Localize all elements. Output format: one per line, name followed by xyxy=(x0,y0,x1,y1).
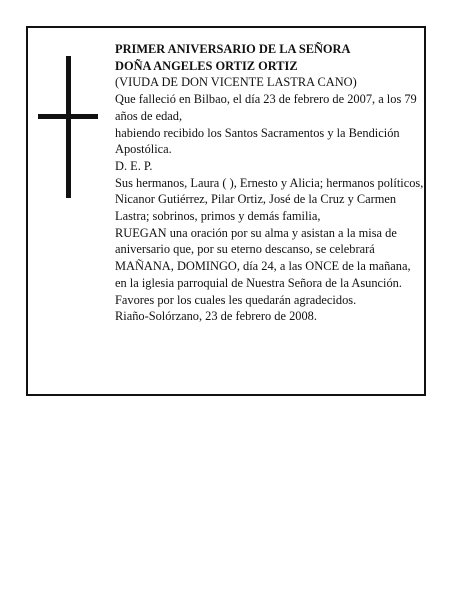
rip-line: D. E. P. xyxy=(115,158,153,173)
notice-text xyxy=(115,41,425,325)
notice-heading: PRIMER ANIVERSARIO DE LA SEÑORA xyxy=(115,42,351,56)
deceased-name: DOÑA ANGELES ORTIZ ORTIZ xyxy=(115,58,298,73)
cross-icon xyxy=(38,56,98,198)
family-line: Sus hermanos, Laura ( ), Ernesto y Alicia; hermanos políticos, Nicanor Gutiérrez, Pilar Ortiz, José de la Cruz y Carmen Lastra; sobrinos, primos y demás familia, xyxy=(115,175,424,224)
place-date-line: Riaño-Solórzano, 23 de febrero de 2008. xyxy=(115,309,317,324)
obituary-notice xyxy=(26,26,426,396)
mass-invitation: RUEGAN una oración por su alma y asistan a la misa de aniversario que, por su eterno descanso, se celebrará MAÑANA, DOMINGO, día 24, a las ONCE de la mañana, en la iglesia parroquial de Nuestra Señora de la Asunción. Favores por los cuales les quedarán agradecidos. xyxy=(115,225,411,307)
sacraments-line: habiendo recibido los Santos Sacramentos y la Bendición Apostólica. xyxy=(115,125,400,157)
death-details: Que falleció en Bilbao, el día 23 de febrero de 2007, a los 79 años de edad, xyxy=(115,92,417,123)
cross-horizontal-bar xyxy=(38,114,98,119)
cross-vertical-bar xyxy=(66,56,71,198)
widow-of-line: (VIUDA DE DON VICENTE LASTRA CANO) xyxy=(115,75,357,90)
